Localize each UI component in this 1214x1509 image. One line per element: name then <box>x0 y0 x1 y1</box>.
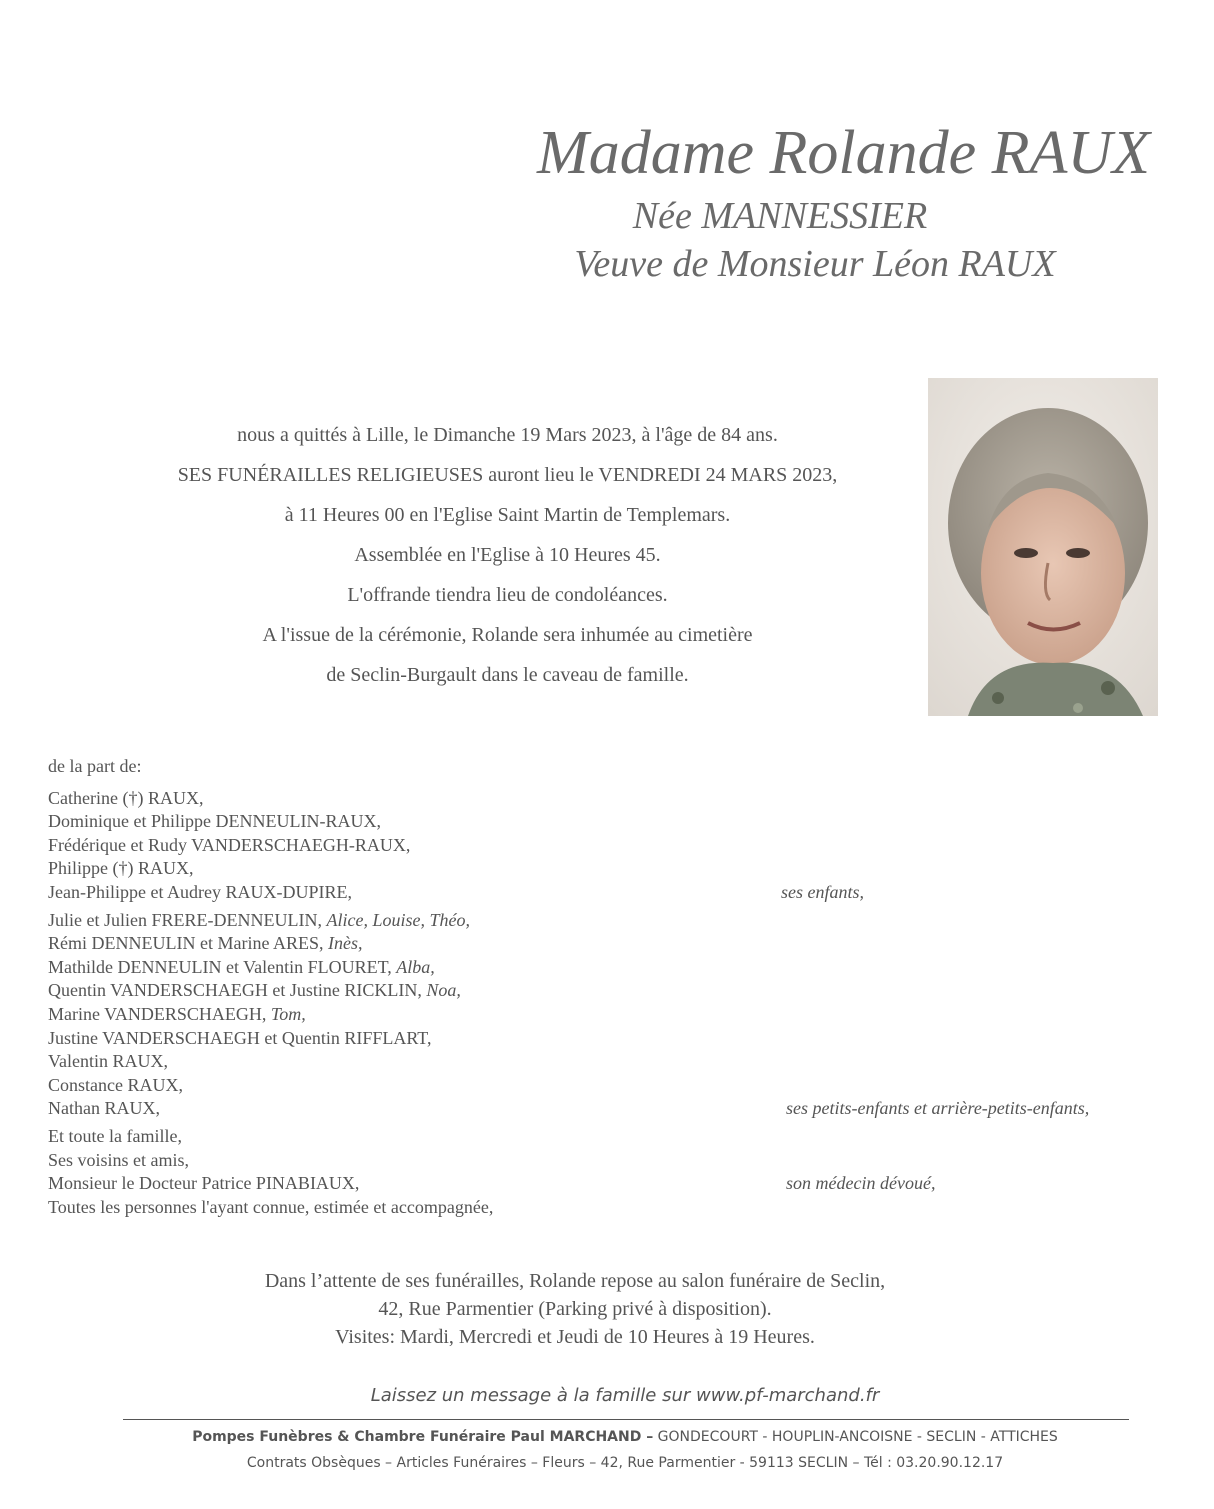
family-name: Valentin RAUX, <box>48 1051 168 1072</box>
announcement-line: SES FUNÉRAILLES RELIGIEUSES auront lieu le VENDREDI 24 MARS 2023, <box>177 464 838 486</box>
children-role: ses enfants, <box>781 881 864 902</box>
family-name: Mathilde DENNEULIN et Valentin FLOURET, <box>48 956 397 977</box>
great-grandchildren: Alba, <box>396 956 435 977</box>
family-line <box>48 1074 1198 1098</box>
grandchildren-role: ses petits-enfants et arrière-petits-enfants, <box>786 1098 1090 1119</box>
family-name: Marine VANDERSCHAEGH, <box>48 1003 271 1024</box>
portrait-photo <box>928 378 1158 716</box>
footer-company <box>120 1429 1130 1445</box>
portrait-image <box>928 378 1158 716</box>
family-intro: de la part de: <box>48 756 142 776</box>
deceased-name: Madame Rolande RAUX <box>537 119 1150 187</box>
family-line: Et toute la famille, <box>48 1125 182 1146</box>
great-grandchildren: Alice, Louise, Théo, <box>326 909 470 930</box>
rest-line: Visites: Mardi, Mercredi et Jeudi de 10 Heures à 19 Heures. <box>335 1326 815 1348</box>
family-line: Frédérique et Rudy VANDERSCHAEGH-RAUX, <box>48 834 411 855</box>
rest-line: 42, Rue Parmentier (Parking privé à disposition). <box>378 1298 772 1320</box>
family-line <box>48 1172 1198 1196</box>
family-name: Justine VANDERSCHAEGH et Quentin RIFFLART, <box>48 1027 432 1048</box>
family-name: Constance RAUX, <box>48 1074 183 1095</box>
family-name: Rémi DENNEULIN et Marine ARES, <box>48 933 328 954</box>
rest-line: Dans l’attente de ses funérailles, Rolande repose au salon funéraire de Seclin, <box>264 1270 886 1292</box>
family-line: Dominique et Philippe DENNEULIN-RAUX, <box>48 811 381 832</box>
footer-divider <box>123 1419 1129 1420</box>
doctor-role: son médecin dévoué, <box>786 1173 936 1194</box>
announcement-line: de Seclin-Burgault dans le caveau de famille. <box>326 664 689 686</box>
family-list <box>48 755 1198 1219</box>
family-line <box>48 881 1198 905</box>
family-name: Quentin VANDERSCHAEGH et Justine RICKLIN, <box>48 980 427 1001</box>
family-line <box>48 1050 1198 1074</box>
family-name: Monsieur le Docteur Patrice PINABIAUX, <box>48 1173 360 1194</box>
great-grandchildren: Tom, <box>270 1003 306 1024</box>
maiden-name: Née MANNESSIER <box>632 195 928 237</box>
family-line <box>48 932 1198 956</box>
company-name: Pompes Funèbres & Chambre Funéraire Paul MARCHAND – <box>192 1429 654 1445</box>
great-grandchildren: Inès, <box>327 933 363 954</box>
family-line <box>48 1003 1198 1027</box>
family-line: Philippe (†) RAUX, <box>48 858 194 879</box>
family-line: Toutes les personnes l'ayant connue, estimée et accompagnée, <box>48 1196 494 1217</box>
family-name: Jean-Philippe et Audrey RAUX-DUPIRE, <box>48 881 352 902</box>
family-line <box>48 1097 1198 1121</box>
family-name: Julie et Julien FRERE-DENNEULIN, <box>48 909 327 930</box>
family-line: Ses voisins et amis, <box>48 1149 190 1170</box>
message-link[interactable]: Laissez un message à la famille sur www.pf-marchand.fr <box>370 1385 880 1406</box>
family-line <box>48 1027 1198 1051</box>
family-line <box>48 979 1198 1003</box>
family-line <box>48 909 1198 933</box>
announcement-line: L'offrande tiendra lieu de condoléances. <box>347 584 668 606</box>
company-towns: GONDECOURT - HOUPLIN-ANCOISNE - SECLIN - ATTICHES <box>653 1429 1058 1445</box>
family-name: Nathan RAUX, <box>48 1098 160 1119</box>
footer-contact: Contrats Obsèques – Articles Funéraires – Fleurs – 42, Rue Parmentier - 59113 SECLIN – Tél : 03.20.90.12.17 <box>246 1455 1004 1471</box>
rest-info <box>140 1268 1010 1352</box>
announcement-line: A l'issue de la cérémonie, Rolande sera inhumée au cimetière <box>262 624 753 646</box>
family-line <box>48 956 1198 980</box>
announcement-line: Assemblée en l'Eglise à 10 Heures 45. <box>354 544 661 566</box>
announcement <box>100 423 915 703</box>
announcement-line: à 11 Heures 00 en l'Eglise Saint Martin de Templemars. <box>284 504 731 526</box>
great-grandchildren: Noa, <box>426 980 461 1001</box>
announcement-line: nous a quittés à Lille, le Dimanche 19 Mars 2023, à l'âge de 84 ans. <box>237 424 778 446</box>
family-line: Catherine (†) RAUX, <box>48 787 204 808</box>
widow-of: Veuve de Monsieur Léon RAUX <box>574 243 1056 285</box>
